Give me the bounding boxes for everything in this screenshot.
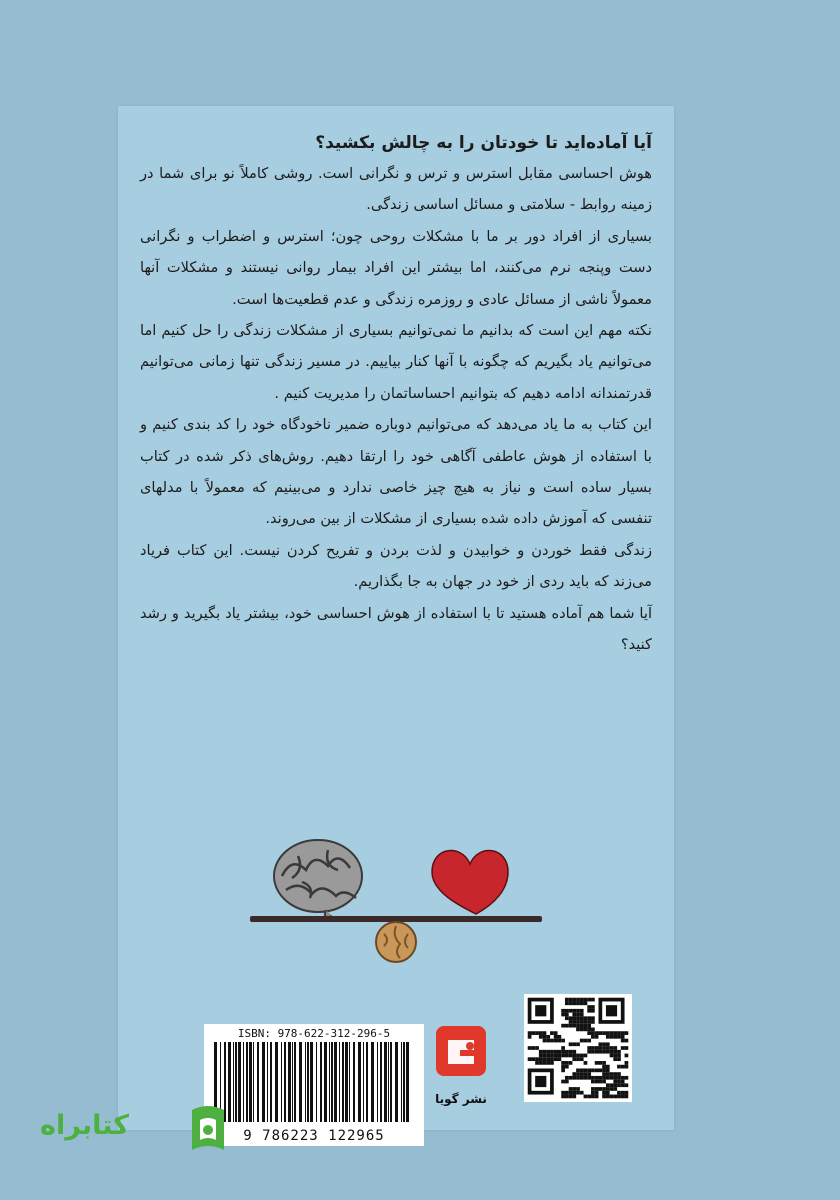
barcode-bar — [267, 1042, 268, 1122]
paragraph-3: نکته مهم این است که بدانیم ما نمی‌توانیم بسیاری از مشکلات زندگی را حل کنیم اما می‌توانیم یاد بگیریم که چگونه با آنها کنار بیاییم. در مسیر زندگی تنها زمانی می‌توانیم قدرتمندانه ادامه دهیم که بتوانیم احساساتمان را مدیریت کنیم . — [140, 322, 652, 402]
ketabrah-watermark — [40, 1096, 230, 1166]
brain-icon — [274, 840, 362, 917]
barcode-bar — [299, 1042, 302, 1122]
barcode-bar — [339, 1042, 340, 1122]
barcode-bar — [371, 1042, 374, 1122]
barcode-bar — [288, 1042, 291, 1122]
barcode-bar — [262, 1042, 265, 1122]
barcode-bar — [249, 1042, 252, 1122]
ketabrah-book-icon — [186, 1102, 230, 1158]
barcode-bar — [345, 1042, 348, 1122]
paragraph-2: بسیاری از افراد دور بر ما با مشکلات روحی چون؛ استرس و اضطراب و نگرانی دست وپنجه نرم می‌کنند، اما بیشتر این افراد بیمار روانی نیستند و مشکلات آنها معمولاً ناشی از مسائل عادی و روزمره زندگی و عدم قطعیت‌ها است. — [140, 227, 652, 308]
barcode-bar — [294, 1042, 296, 1122]
barcode-bar — [233, 1042, 234, 1122]
walnut-fulcrum-icon — [376, 922, 416, 962]
barcode-bar — [284, 1042, 286, 1122]
blurb-text — [140, 128, 652, 661]
barcode-bar — [342, 1042, 344, 1122]
barcode-bar — [401, 1042, 402, 1122]
barcode-bars — [214, 1042, 414, 1122]
barcode-bar — [320, 1042, 322, 1122]
qr-code[interactable] — [524, 994, 632, 1102]
barcode-bar — [270, 1042, 272, 1122]
barcode-bar — [307, 1042, 309, 1122]
barcode-number: 9 786223 122965 — [243, 1128, 385, 1144]
barcode-bar — [253, 1042, 254, 1122]
publisher-logo — [436, 1026, 486, 1076]
barcode-bar — [334, 1042, 337, 1122]
brain-heart-balance-illustration — [246, 828, 546, 968]
barcode-bar — [366, 1042, 368, 1122]
paragraph-4: این کتاب به ما یاد می‌دهد که می‌توانیم دوباره ضمیر ناخودگاه خود را کد بندی کنیم و با استفاده از هوش عاطفی آگاهی خود را ارتقا دهیم. روش‌های ذکر شده در کتاب بسیار ساده است و نیاز به هیچ چیز خاصی ندارد و می‌بینیم که معمولاً با مدلهای تنفسی که آموزش داده شده بسیاری از مشکلات از بین می‌روند. — [140, 416, 652, 528]
barcode-bar — [377, 1042, 378, 1122]
barcode-bar — [275, 1042, 278, 1122]
isbn-barcode — [204, 1024, 424, 1146]
blurb-title: آیا آماده‌اید تا خودتان را به چالش بکشید؟ — [315, 133, 652, 153]
barcode-bar — [406, 1042, 409, 1122]
barcode-bar — [349, 1042, 350, 1122]
paragraph-1: هوش احساسی مقابل استرس و ترس و نگرانی است. روشی کاملاً نو برای شما در زمینه روابط - سلامتی و مسائل اساسی زندگی. — [140, 165, 652, 214]
barcode-bar — [292, 1042, 293, 1122]
barcode-bar — [403, 1042, 405, 1122]
barcode-bar — [331, 1042, 333, 1122]
barcode-bar — [324, 1042, 327, 1122]
barcode-bar — [238, 1042, 241, 1122]
barcode-bar — [390, 1042, 392, 1122]
barcode-bar — [353, 1042, 355, 1122]
ketabrah-wordmark: کتابراه — [40, 1110, 129, 1141]
publisher-name: نشر گویا — [435, 1092, 487, 1106]
paragraph-6: آیا شما هم آماده هستید تا با استفاده از هوش احساسی خود، بیشتر یاد بگیرید و رشد کنید؟ — [140, 604, 652, 654]
barcode-bar — [380, 1042, 382, 1122]
barcode-bar — [384, 1042, 387, 1122]
heart-icon — [432, 851, 508, 914]
barcode-bar — [388, 1042, 389, 1122]
back-cover-panel — [118, 106, 674, 1144]
barcode-bar — [329, 1042, 330, 1122]
barcode-bar — [305, 1042, 306, 1122]
barcode-bar — [358, 1042, 361, 1122]
barcode-bar — [257, 1042, 259, 1122]
barcode-bar — [281, 1042, 282, 1122]
barcode-bar — [310, 1042, 313, 1122]
barcode-bar — [235, 1042, 237, 1122]
barcode-bar — [316, 1042, 317, 1122]
barcode-bar — [246, 1042, 248, 1122]
isbn-label: ISBN: 978-622-312-296-5 — [237, 1027, 391, 1040]
barcode-bar — [395, 1042, 398, 1122]
paragraph-5: زندگی فقط خوردن و خوابیدن و لذت بردن و تفریح کردن نیست. این کتاب فریاد می‌زند که باید ردی از خود در جهان به جا بگذاریم. — [140, 541, 652, 591]
barcode-bar — [363, 1042, 364, 1122]
barcode-bar — [243, 1042, 244, 1122]
